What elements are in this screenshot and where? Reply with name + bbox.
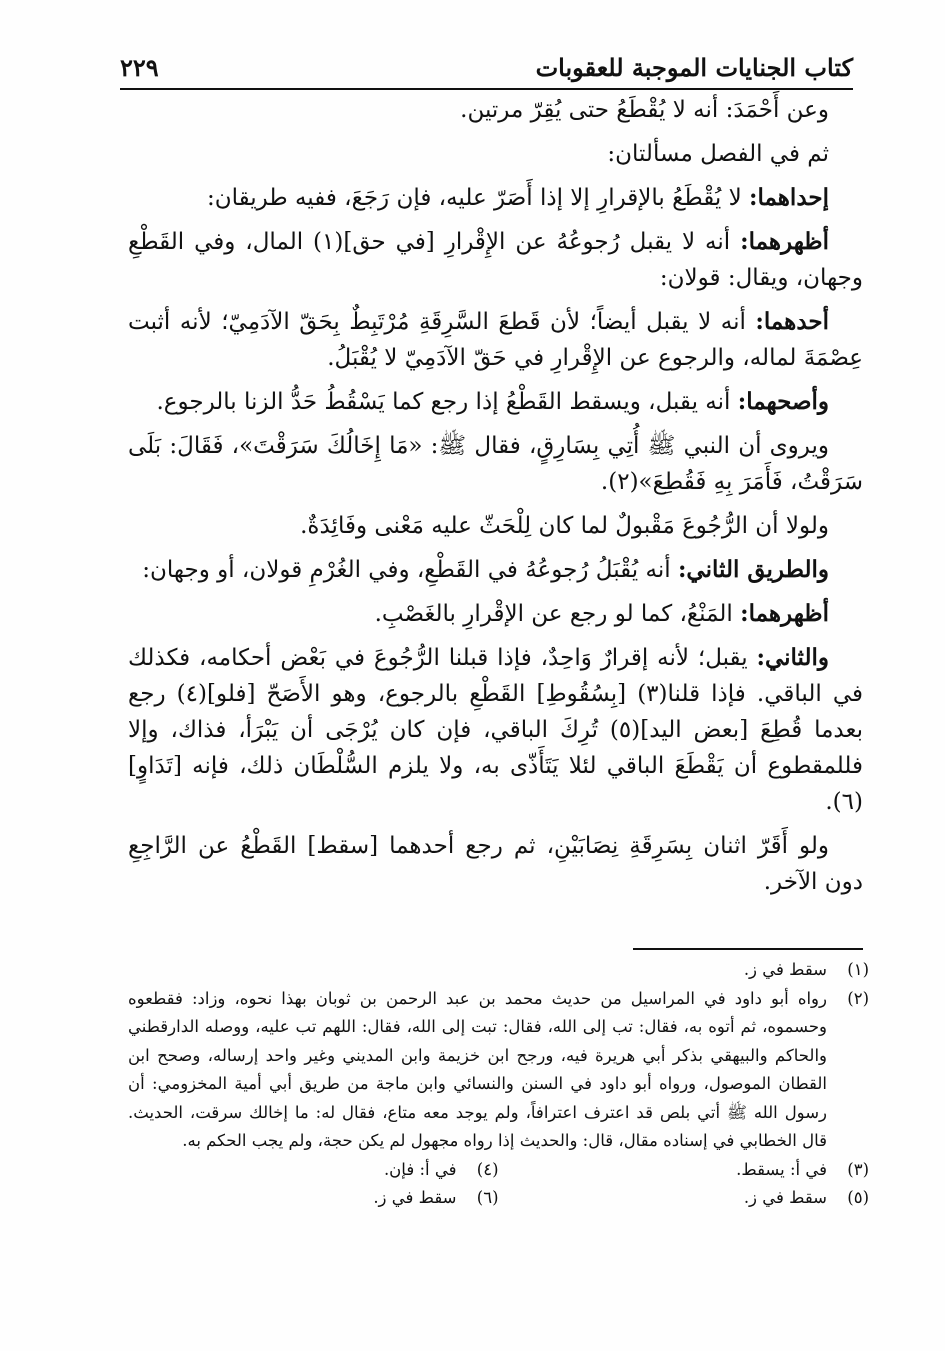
paragraph: والطريق الثاني: أنه يُقْبَلُ رُجوعُهُ في القَطْعِ، وفي الغُرْمِ قولان، أو وجهان: xyxy=(142,556,829,583)
page-header xyxy=(120,32,853,90)
footnote: (١) سقط في ز. xyxy=(743,960,869,979)
paragraph: وأصحهما: أنه يقبل، ويسقط القَطْعُ إذا رجع كما يَسْقُطُ حَدُّ الزنا بالرجوع. xyxy=(156,388,829,415)
paragraph: إحداهما: لا يُقْطَعُ بالإقرارِ إلا إذا أَصَرّ عليه، فإن رَجَعَ، ففيه طريقان: xyxy=(206,184,829,211)
paragraph: أظهرهما: أنه لا يقبل رُجوعُهُ عن الإِقْرارِ [في حق](١) المال، وفي القَطْعِ وجهان، ويقال: قولان: xyxy=(128,228,863,291)
footnote: (٢) رواه أبو داود في المراسيل من حديث محمد بن عبد الرحمن بن ثوبان بهذا نحوه، وزاد: فقطعوه وحسموه، ثم أتوه به، فقال: تب إلى الله، فقال: تبت إلى الله، فقال: اللهم تب عليه، ووصله الدارقطني والحاكم والبيهقي بذكر أبي هريرة فيه، ورجح ابن خزيمة وابن المديني وغير واحد إرساله، وصحح ابن القطان الموصول، ورواه أبو داود في السنن والنسائي وابن ماجة من طريق أبي أمية المخزومي: أن رسول الله ﷺ أتي بلص قد اعترف اعترافاً، ولم يوجد معه متاع، فقال له: ما إخالك سرقت، الحديث. قال الخطابي في إسناده مقال، قال: والحديث إذا رواه مجهول لم يكن حجة، ولم يجب الحكم به. xyxy=(128,988,869,1150)
footnote: (٦) سقط في ز. xyxy=(373,1188,499,1207)
page-number: ٢٢٩ xyxy=(120,53,159,82)
paragraph: أحدهما: أنه لا يقبل أيضاً؛ لأن قَطعَ السَّرِقَةِ مُرْتَبِطٌ بِحَقّ الآدَمِيّ؛ لأنه أثبت عِصْمَةَ لماله، والرجوع عن الإِقْرارِ في حَقّ الآدَمِيّ لا يُقْبَلُ. xyxy=(128,308,863,371)
paragraph: ثم في الفصل مسألتان: xyxy=(607,141,829,167)
paragraph: أظهرهما: المَنْعُ، كما لو رجع عن الإقْرارِ بالغَصْبِ. xyxy=(374,600,829,627)
paragraph: ولولا أن الرُّجُوعَ مَقْبولٌ لما كان لِلْحَثّ عليه مَعْنى وفَائِدَةٌ. xyxy=(300,513,829,539)
paragraph: والثاني: يقبل؛ لأنه إقرارٌ وَاحِدٌ، فإذا قبلنا الرُّجُوعَ في بَعْض أحكامه، فكذلك في الباقي. فإذا قلنا(٣) [بِسُقُوطِ] القَطْعِ بالرجوع، وهو الأَصَحّ [فلو](٤) رجع بعدما قُطِعَ [بعض اليد](٥) تُرِكَ الباقي، فإن كان يُرْجَى أن يَبْرَأ، فذاك، وإلا فللمقطوع أن يَقْطَعَ الباقي لئلا يَتَأَذّى به، ولا يلزم السُّلْطَان ذلك، فإنه [تَدَاوٍ](٦). xyxy=(128,644,863,815)
footnotes xyxy=(128,956,869,1213)
footnote-row xyxy=(128,1156,869,1185)
footnote: (٤) في أ: فإن. xyxy=(383,1159,499,1179)
footnote-row xyxy=(128,1184,869,1213)
paragraph: ويروى أن النبي ﷺ أُتِي بِسَارِقٍ، فقال ﷺ: «مَا إِخَالُكَ سَرَقْتَ»، فَقَالَ: بَلَى سَرَقْتُ، فَأَمَرَ بِهِ فَقُطِعَ»(٢). xyxy=(128,433,863,495)
paragraph: ولو أَقَرّ اثنان بِسَرِقَةِ نِصَابَيْنِ، ثم رجع أحدهما [سقط] القَطْعُ عن الرَّاجِعِ دون الآخر. xyxy=(128,833,863,895)
main-text xyxy=(128,92,863,908)
footnote-separator xyxy=(633,948,863,950)
running-title: كتاب الجنايات الموجبة للعقوبات xyxy=(535,53,853,82)
footnote: (٥) سقط في ز. xyxy=(743,1188,869,1207)
paragraph: وعن أَحْمَدَ: أنه لا يُقْطَعُ حتى يُقِرّ مرتين. xyxy=(460,97,829,123)
footnote: (٣) في أ: يسقط. xyxy=(736,1159,869,1179)
